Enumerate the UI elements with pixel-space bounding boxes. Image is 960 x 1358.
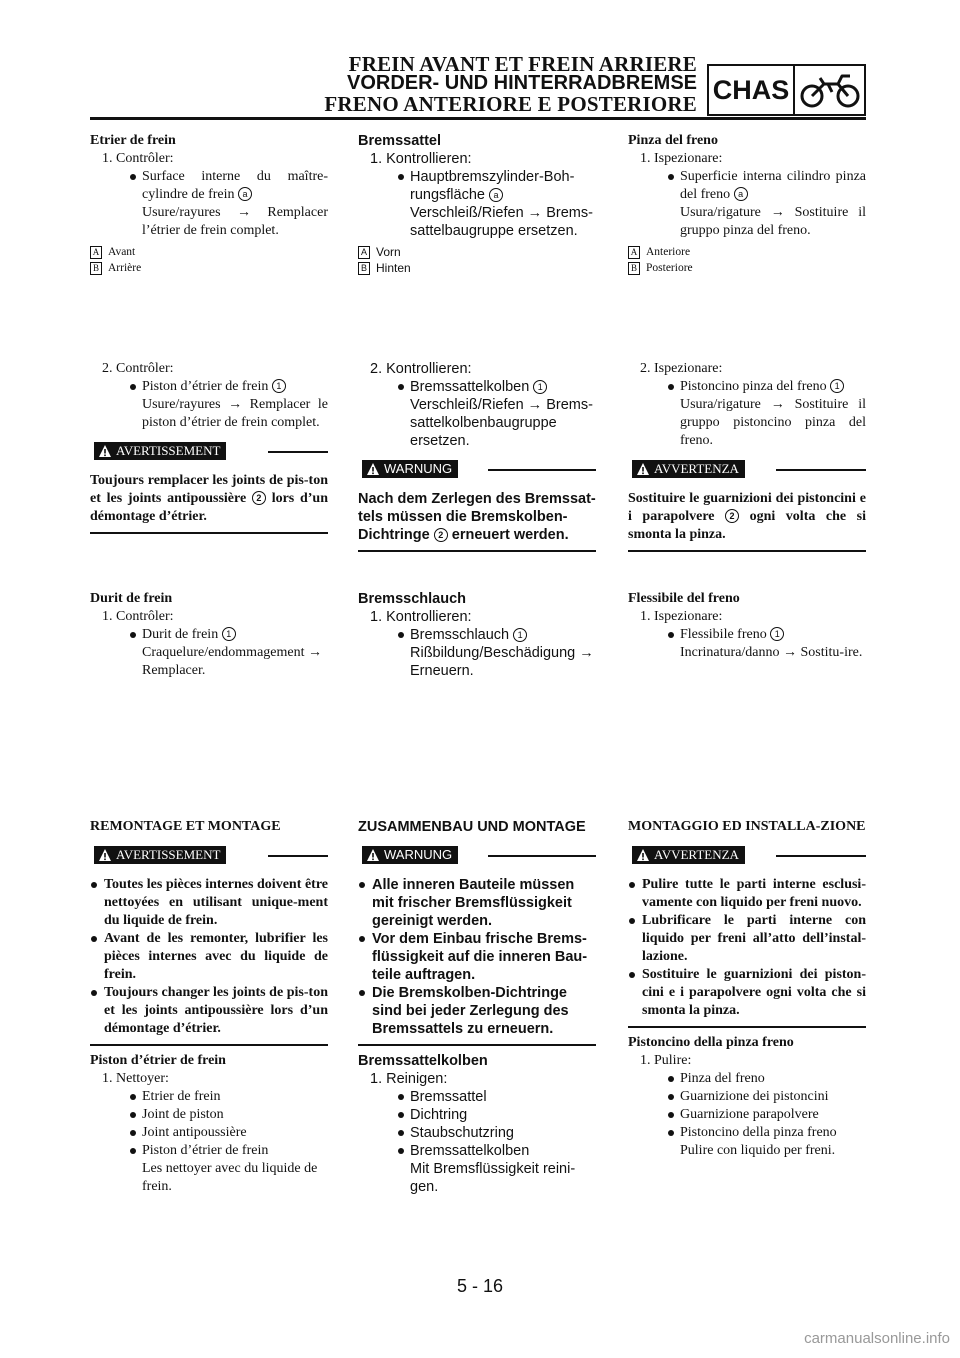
fr-label-a: A Avant	[90, 244, 328, 260]
fr-s3-text: Craquelure/endommagement → Remplacer.	[142, 645, 322, 678]
it-column-s2	[628, 360, 866, 552]
fr-column-top	[90, 132, 328, 276]
fr-s5-bullet: Etrier de frein	[90, 1088, 328, 1106]
it-s3-text: Incrinatura/danno → Sostitu-ire.	[680, 645, 863, 660]
fr-label-b: B Arrière	[90, 260, 328, 276]
it-s2-bullet: Pistoncino pinza del freno 1	[628, 378, 866, 396]
de-s1-title: Bremssattel	[358, 133, 442, 149]
fr-s2-step: 2. Contrôler:	[102, 361, 174, 376]
it-warning2-header: AVVERTENZA	[628, 846, 866, 868]
fr-s5-text: Les nettoyer avec du liquide de frein.	[142, 1161, 318, 1194]
it-s1-bullet: Superficie interna cilindro pinza del freno a	[628, 168, 866, 204]
header-title-it: FRENO ANTERIORE E POSTERIORE	[324, 92, 697, 116]
fr-s2-text: Usure/rayures → Remplacer le piston d’étrier de frein complet.	[142, 397, 328, 430]
de-s3-title: Bremsschlauch	[358, 591, 466, 607]
fr-warning2-header: AVERTISSEMENT	[90, 846, 328, 868]
it-s1-title: Pinza del freno	[628, 133, 718, 148]
it-s1-text: Usura/rigature → Sostituire il gruppo pinza del freno.	[680, 205, 866, 238]
de-s1-text: Verschleiß/Riefen → Brems-sattelbaugruppe ersetzen.	[410, 205, 593, 239]
de-column-top	[358, 132, 596, 276]
header-title-de: VORDER- UND HINTERRADBREMSE	[346, 72, 697, 94]
it-s5-text: Pulire con liquido per freni.	[680, 1143, 836, 1158]
it-s1-step: 1. Ispezionare:	[640, 151, 723, 166]
motorcycle-icon	[795, 66, 864, 114]
de-s5-title: Bremssattelkolben	[358, 1053, 488, 1069]
it-warning2-item: Lubrificare le parti interne con liquido per freni all’atto dell’instal-lazione.	[628, 912, 866, 966]
it-warning2-item: Pulire tutte le parti interne esclusi-vamente con liquido per freni nuovo.	[628, 876, 866, 912]
it-column-top	[628, 132, 866, 276]
fr-s3-step: 1. Contrôler:	[102, 609, 174, 624]
de-s5-bullet: Bremssattelkolben	[358, 1142, 596, 1160]
fr-s4-title: REMONTAGE ET MONTAGE	[90, 819, 281, 834]
it-column-s4	[628, 818, 866, 1160]
de-warning2-item: Alle inneren Bauteile müssen mit frischer Bremsflüssigkeit gereinigt werden.	[358, 876, 596, 930]
fr-warning2-item: Avant de les remonter, lubrifier les pièces internes avec du liquide de frein.	[90, 930, 328, 984]
it-s3-step: 1. Ispezionare:	[640, 609, 723, 624]
de-column-s4	[358, 818, 596, 1196]
it-s3-bullet: Flessibile freno 1	[628, 626, 866, 644]
de-s3-step: 1. Kontrollieren:	[370, 609, 472, 625]
de-warning-header	[358, 460, 596, 482]
it-warning-header	[628, 460, 866, 482]
de-warning2-header: WARNUNG	[358, 846, 596, 868]
de-warning2-item: Vor dem Einbau frische Brems-flüssigkeit auf die inneren Bau-teile auftragen.	[358, 930, 596, 984]
de-s5-bullet: Dichtring	[358, 1106, 596, 1124]
de-s3-text: Rißbildung/Beschädigung → Erneuern.	[410, 645, 594, 679]
it-s5-step: 1. Pulire:	[640, 1053, 692, 1068]
de-label-b: B Hinten	[358, 260, 596, 276]
de-column-s2	[358, 360, 596, 552]
fr-s1-title: Etrier de frein	[90, 133, 176, 148]
de-s1-bullet: Hauptbremszylinder-Boh-rungsfläche a	[358, 168, 596, 204]
it-s2-step: 2. Ispezionare:	[640, 361, 723, 376]
de-warning-label: WARNUNG	[362, 460, 458, 478]
it-s3-title: Flessibile del freno	[628, 591, 740, 606]
fr-s3-bullet: Durit de frein 1	[90, 626, 328, 644]
it-column-s3	[628, 590, 866, 662]
de-s2-step: 2. Kontrollieren:	[370, 361, 472, 377]
de-s1-step: 1. Kontrollieren:	[370, 151, 472, 167]
de-s2-bullet: Bremssattelkolben 1	[358, 378, 596, 396]
it-label-a: A Anteriore	[628, 244, 866, 260]
fr-s1-bullet: Surface interne du maître-cylindre de frein a	[90, 168, 328, 204]
de-warning-text: Nach dem Zerlegen des Bremssat-tels müssen die Bremskolben-Dichtringe 2 erneuert werden.	[358, 491, 596, 543]
page-number: 5 - 16	[456, 1276, 504, 1296]
it-s5-bullet: Guarnizione parapolvere	[628, 1106, 866, 1124]
fr-s1-text: Usure/rayures → Remplacer l’étrier de frein complet.	[142, 205, 328, 238]
fr-s5-bullet: Joint de piston	[90, 1106, 328, 1124]
it-warning-text: Sostituire le guarnizioni dei pistoncini e i parapolvere 2 ogni volta che si smonta la pinza.	[628, 491, 866, 542]
de-s5-text: Mit Bremsflüssigkeit reini-gen.	[410, 1161, 576, 1195]
fr-s5-bullet: Piston d’étrier de frein	[90, 1142, 328, 1160]
it-s4-title: MONTAGGIO ED INSTALLA-ZIONE	[628, 819, 866, 834]
de-s2-text: Verschleiß/Riefen → Brems-sattelkolbenbaugruppe ersetzen.	[410, 397, 593, 449]
fr-warning-label: AVERTISSEMENT	[94, 442, 226, 460]
fr-s5-bullet: Joint antipoussière	[90, 1124, 328, 1142]
fr-column-s2	[90, 360, 328, 534]
fr-s5-title: Piston d’étrier de frein	[90, 1053, 226, 1068]
watermark: carmanualsonline.info	[804, 1330, 950, 1347]
fr-column-s4	[90, 818, 328, 1196]
it-label-b: B Posteriore	[628, 260, 866, 276]
header-title-fr: FREIN AVANT ET FREIN ARRIERE	[348, 52, 697, 76]
de-column-s3	[358, 590, 596, 680]
de-label-a: A Vorn	[358, 244, 596, 260]
de-s4-title: ZUSAMMENBAU UND MONTAGE	[358, 819, 586, 835]
de-s5-bullet: Staubschutzring	[358, 1124, 596, 1142]
fr-s2-bullet: Piston d’étrier de frein 1	[90, 378, 328, 396]
it-s2-text: Usura/rigature → Sostituire il gruppo pistoncino pinza del freno.	[680, 397, 866, 448]
de-s5-step: 1. Reinigen:	[370, 1071, 448, 1087]
it-s5-bullet: Pistoncino della pinza freno	[628, 1124, 866, 1142]
it-warning2-item: Sostituire le guarnizioni dei piston-cini e i parapolvere ogni volta che si smonta la pinza.	[628, 966, 866, 1020]
fr-warning2-item: Toutes les pièces internes doivent être nettoyées en utilisant unique-ment du liquide de frein.	[90, 876, 328, 930]
section-badge	[707, 64, 866, 116]
fr-s3-title: Durit de frein	[90, 591, 173, 606]
fr-warning-header	[90, 442, 328, 464]
header-rule	[90, 117, 866, 120]
it-s5-bullet: Guarnizione dei pistoncini	[628, 1088, 866, 1106]
section-code: CHAS	[709, 66, 795, 114]
fr-warning2-item: Toujours changer les joints de pis-ton et les joints antipoussière lors d’un démontage d’étrier.	[90, 984, 328, 1038]
fr-s1-step: 1. Contrôler:	[102, 151, 174, 166]
fr-warning-text: Toujours remplacer les joints de pis-ton et les joints antipoussière 2 lors d’un démontage d’étrier.	[90, 473, 329, 524]
it-s5-title: Pistoncino della pinza freno	[628, 1035, 794, 1050]
de-s3-bullet: Bremsschlauch 1	[358, 626, 596, 644]
fr-column-s3	[90, 590, 328, 680]
it-s5-bullet: Pinza del freno	[628, 1070, 866, 1088]
fr-s5-step: 1. Nettoyer:	[102, 1071, 169, 1086]
it-warning-label: AVVERTENZA	[632, 460, 745, 478]
de-warning2-item: Die Bremskolben-Dichtringe sind bei jeder Zerlegung des Bremssattels zu erneuern.	[358, 984, 596, 1038]
de-s5-bullet: Bremssattel	[358, 1088, 596, 1106]
mark-a: a	[238, 187, 252, 201]
